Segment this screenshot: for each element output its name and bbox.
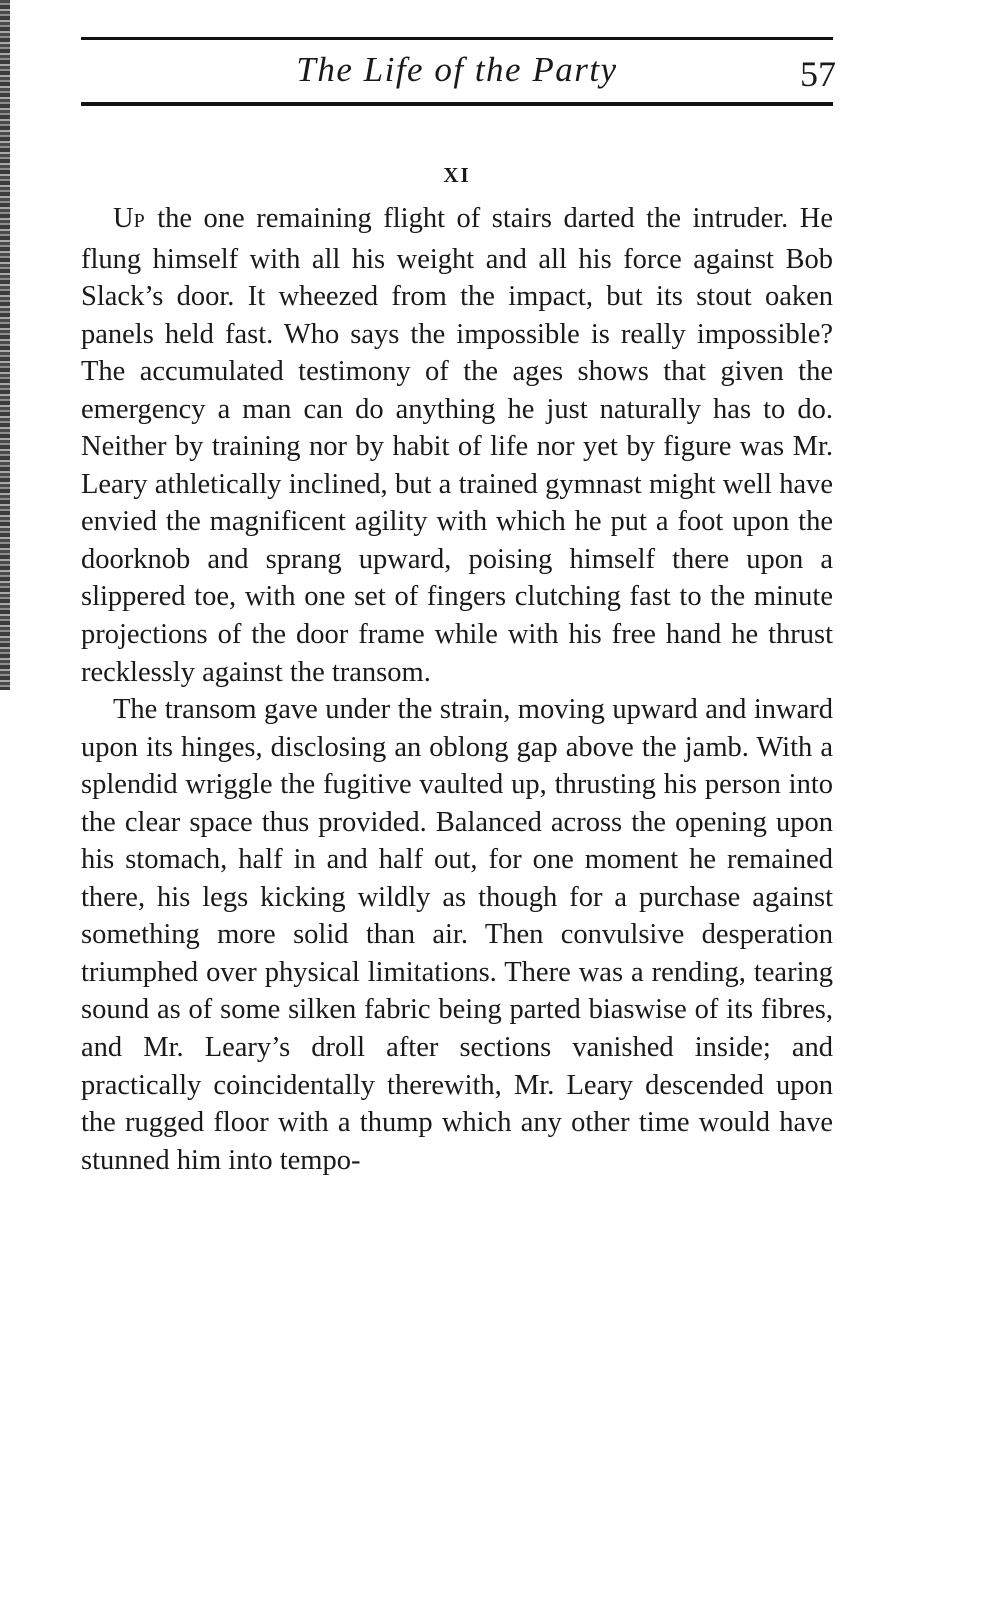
running-title: The Life of the Party xyxy=(296,50,618,89)
body-text xyxy=(81,200,833,1179)
paragraph-2-text: The transom gave under the strain, moving upward and inward upon its hinges, disclosing an oblong gap above the jamb. With a splendid wriggle the fugitive vaulted up, thrusting his person into the clear space thus provided. Balanced across the opening upon his stomach, half in and half out, for one moment he remained there, his legs kicking wildly as though for a purchase against something more solid than air. Then convulsive desperation triumphed over physical limitations. There was a rending, tearing sound as of some silken fabric being parted biaswise of its fibres, and Mr. Leary’s droll after sections vanished inside; and practically coincidentally therewith, Mr. Leary descended upon the rugged floor with a thump which any other time would have stunned him into tempo- xyxy=(81,694,833,1176)
paragraph-1 xyxy=(81,200,833,691)
chapter-heading: XI xyxy=(443,163,471,187)
scan-binding-edge xyxy=(0,0,10,690)
header-rule-top xyxy=(81,37,833,40)
header-rule-bottom xyxy=(81,102,833,106)
paragraph-2 xyxy=(81,691,833,1179)
lead-smallcaps: P xyxy=(133,210,146,232)
page-number: 57 xyxy=(800,54,836,94)
lead-capital: U xyxy=(113,203,134,234)
paragraph-1-text: the one remaining flight of stairs darted the intruder. He flung himself with all his weight and all his force against Bob Slack’s door. It wheezed from the impact, but its stout oaken panels held fast. Who says the impossible is really impossible? The accumulated testimony of the ages shows that given the emergency a man can do anything he just naturally has to do. Neither by training nor by habit of life nor yet by figure was Mr. Leary athletically inclined, but a trained gymnast might well have envied the magnificent agility with which he put a foot upon the doorknob and sprang upward, poising himself there upon a slippered toe, with one set of fingers clutching fast to the minute projections of the door frame while with his free hand he thrust recklessly against the transom. xyxy=(81,203,833,688)
